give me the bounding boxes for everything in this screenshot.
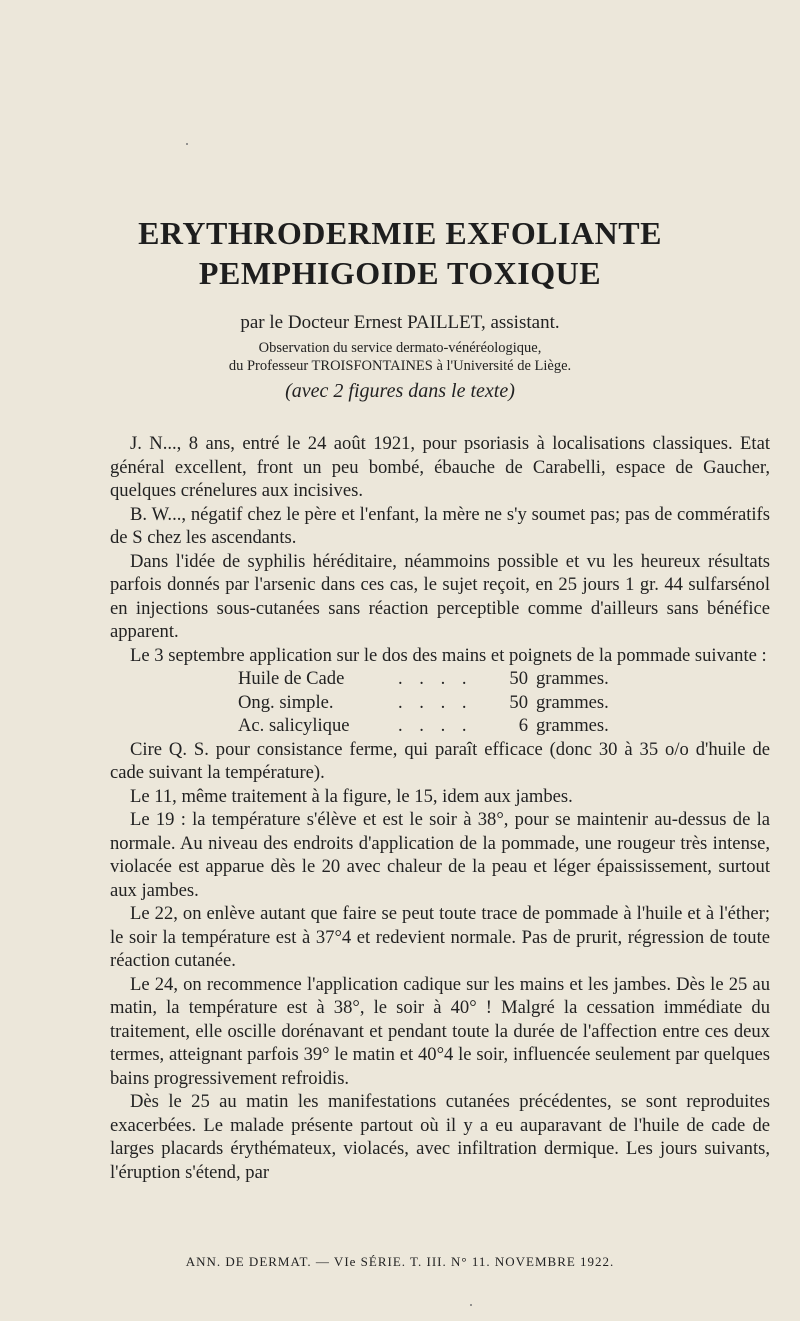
body-paragraph: Le 22, on enlève autant que faire se peut toute trace de pommade à l'huile et à l'éther; le soir la température est à 37°4 et redevient normale. Pas de prurit, régression de toute réaction cutanée. (110, 903, 770, 971)
body-paragraph: J. N..., 8 ans, entré le 24 août 1921, pour psoriasis à localisations classiques. Etat général excellent, front un peu bombé, ébauche de Carabelli, espace de Gaucher, quelques crénelures aux incisives. (110, 433, 770, 501)
body-paragraph: Cire Q. S. pour consistance ferme, qui paraît efficace (donc 30 à 35 o/o d'huile de cade suivant la température). (110, 738, 770, 783)
article-body (110, 432, 770, 1184)
leader-dots: . . . . (398, 668, 473, 689)
body-paragraph: Dans l'idée de syphilis héréditaire, néammoins possible et vu les heureux résultats parfois donnés par l'arsenic dans ces cas, le sujet reçoit, en 25 jours 1 gr. 44 sulfarsénol en injections sous-cutanées sans réaction perceptible comme d'ailleurs sans bénéfice apparent. (110, 550, 770, 642)
observation-note-line-2: du Professeur TROISFONTAINES à l'Université de Liège. (228, 358, 572, 374)
body-paragraph: Le 24, on recommence l'application cadique sur les mains et les jambes. Dès le 25 au matin, la température est à 38°, le soir à 40° ! Malgré la cessation immédiate du traitement, elle oscille dorénavant et pendant toute la durée de l'affection entre ces deux termes, atteignant parfois 39° le matin et 40°4 le soir, influencée seulement par quelques bains progressivement refroidis. (110, 973, 770, 1089)
print-speck (470, 1304, 472, 1306)
article-title-line-2: PEMPHIGOIDE TOXIQUE (198, 255, 602, 291)
ointment-recipe (238, 667, 648, 738)
body-paragraph: B. W..., négatif chez le père et l'enfant, la mère ne s'y soumet pas; pas de commératifs de S chez les ascendants. (110, 503, 770, 548)
recipe-row (238, 667, 648, 691)
ingredient-unit: grammes. (536, 715, 609, 736)
print-speck (186, 143, 188, 145)
leader-dots: . . . . (398, 715, 473, 736)
figures-note: (avec 2 figures dans le texte) (285, 380, 515, 402)
recipe-row (238, 691, 648, 715)
ingredient-name: Ac. salicylique (238, 715, 350, 736)
article-title-line-1: ERYTHRODERMIE EXFOLIANTE (138, 215, 662, 251)
body-paragraph: Le 3 septembre application sur le dos des mains et poignets de la pommade suivante : (130, 644, 767, 666)
ingredient-name: Huile de Cade (238, 668, 345, 689)
observation-note-line-1: Observation du service dermato-vénéréologique, (258, 340, 542, 356)
ingredient-unit: grammes. (536, 668, 609, 689)
ingredient-quantity: 6 (518, 715, 528, 736)
author-byline: par le Docteur Ernest PAILLET, assistant. (240, 312, 560, 333)
body-paragraph: Dès le 25 au matin les manifestations cutanées précédentes, se sont reproduites exacerbées. Le malade présente partout où il y a eu auparavant de l'huile de cade de larges placards érythémateux, violacés, avec infiltration dermique. Les jours suivants, l'éruption s'étend, par (110, 1091, 770, 1183)
ingredient-quantity: 50 (509, 691, 528, 713)
body-paragraph: Le 11, même traitement à la figure, le 15, idem aux jambes. (130, 785, 573, 807)
ingredient-unit: grammes. (536, 691, 609, 713)
body-paragraph: Le 19 : la température s'élève et est le soir à 38°, pour se maintenir au-dessus de la normale. Au niveau des endroits d'application de la pommade, une rougeur très intense, violacée est apparue dès le 20 avec chaleur de la peau et léger épaississement, surtout aux jambes. (110, 809, 770, 901)
ingredient-quantity: 50 (509, 668, 528, 689)
recipe-row (238, 714, 648, 738)
ingredient-name: Ong. simple. (238, 691, 334, 713)
journal-footer: ANN. DE DERMAT. — VIe SÉRIE. T. III. N° 11. NOVEMBRE 1922. (185, 1254, 615, 1269)
leader-dots: . . . . (398, 691, 473, 713)
